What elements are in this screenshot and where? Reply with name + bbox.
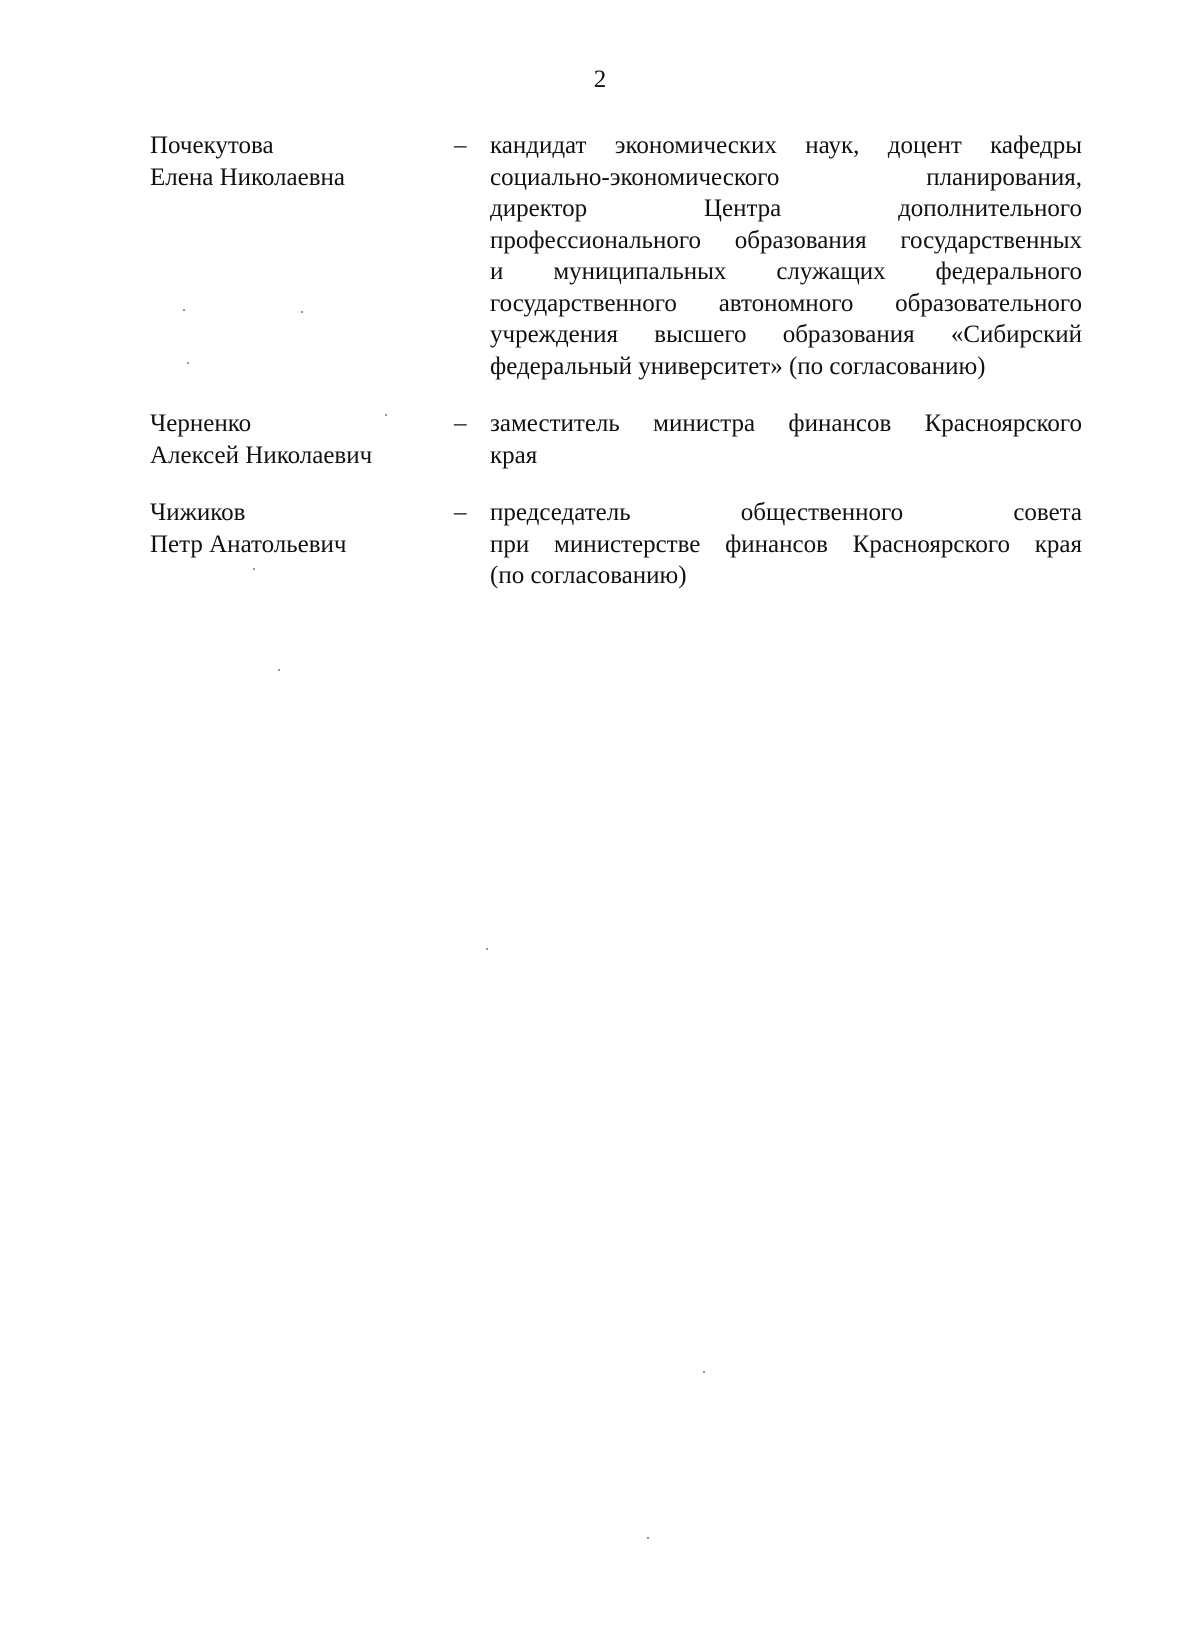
member-given-names: Алексей Николаевич: [150, 441, 373, 469]
scan-speck: [278, 669, 280, 671]
scan-speck: [183, 309, 185, 311]
scan-speck: [301, 311, 303, 313]
member-entry: [150, 497, 1082, 592]
member-role: [490, 408, 1082, 471]
entry-dash: –: [454, 410, 467, 437]
member-entry: [150, 408, 1082, 471]
member-role: [490, 130, 1082, 382]
role-line: государственного автономного образовательного: [490, 289, 1082, 317]
role-line: директор Центра дополнительного: [490, 195, 1082, 222]
scan-speck: [385, 414, 387, 416]
role-line: при министерстве финансов Красноярского края: [490, 530, 1082, 558]
page-number: 2: [593, 66, 607, 93]
role-line: профессионального образования государственных: [490, 226, 1082, 254]
scan-speck: [647, 1537, 649, 1539]
member-entry: [150, 130, 1082, 382]
role-line: учреждения высшего образования «Сибирский: [490, 321, 1082, 348]
member-role: [490, 497, 1082, 592]
member-surname: Чижиков: [150, 499, 246, 526]
entry-dash: –: [454, 499, 467, 526]
scan-speck: [253, 568, 255, 570]
role-line: социально-экономического планирования,: [490, 163, 1082, 191]
role-line: федеральный университет» (по согласованию): [490, 352, 986, 380]
member-surname: Черненко: [150, 410, 252, 437]
member-name: [150, 130, 454, 193]
role-line: председатель общественного совета: [490, 499, 1082, 526]
role-line: заместитель министра финансов Красноярского: [490, 410, 1082, 437]
member-name: [150, 408, 454, 471]
member-surname: Почекутова: [150, 132, 274, 159]
member-given-names: Елена Николаевна: [150, 163, 345, 191]
scan-speck: [486, 948, 488, 950]
role-line: кандидат экономических наук, доцент кафедры: [490, 132, 1082, 159]
entry-dash: –: [454, 132, 467, 159]
scan-speck: [187, 362, 189, 364]
role-line: и муниципальных служащих федерального: [490, 258, 1082, 285]
role-line: края: [490, 441, 538, 469]
member-name: [150, 497, 454, 560]
role-line: (по согласованию): [490, 562, 687, 589]
member-given-names: Петр Анатольевич: [150, 530, 347, 558]
scan-speck: [703, 1371, 705, 1373]
members-list: [150, 130, 1082, 618]
